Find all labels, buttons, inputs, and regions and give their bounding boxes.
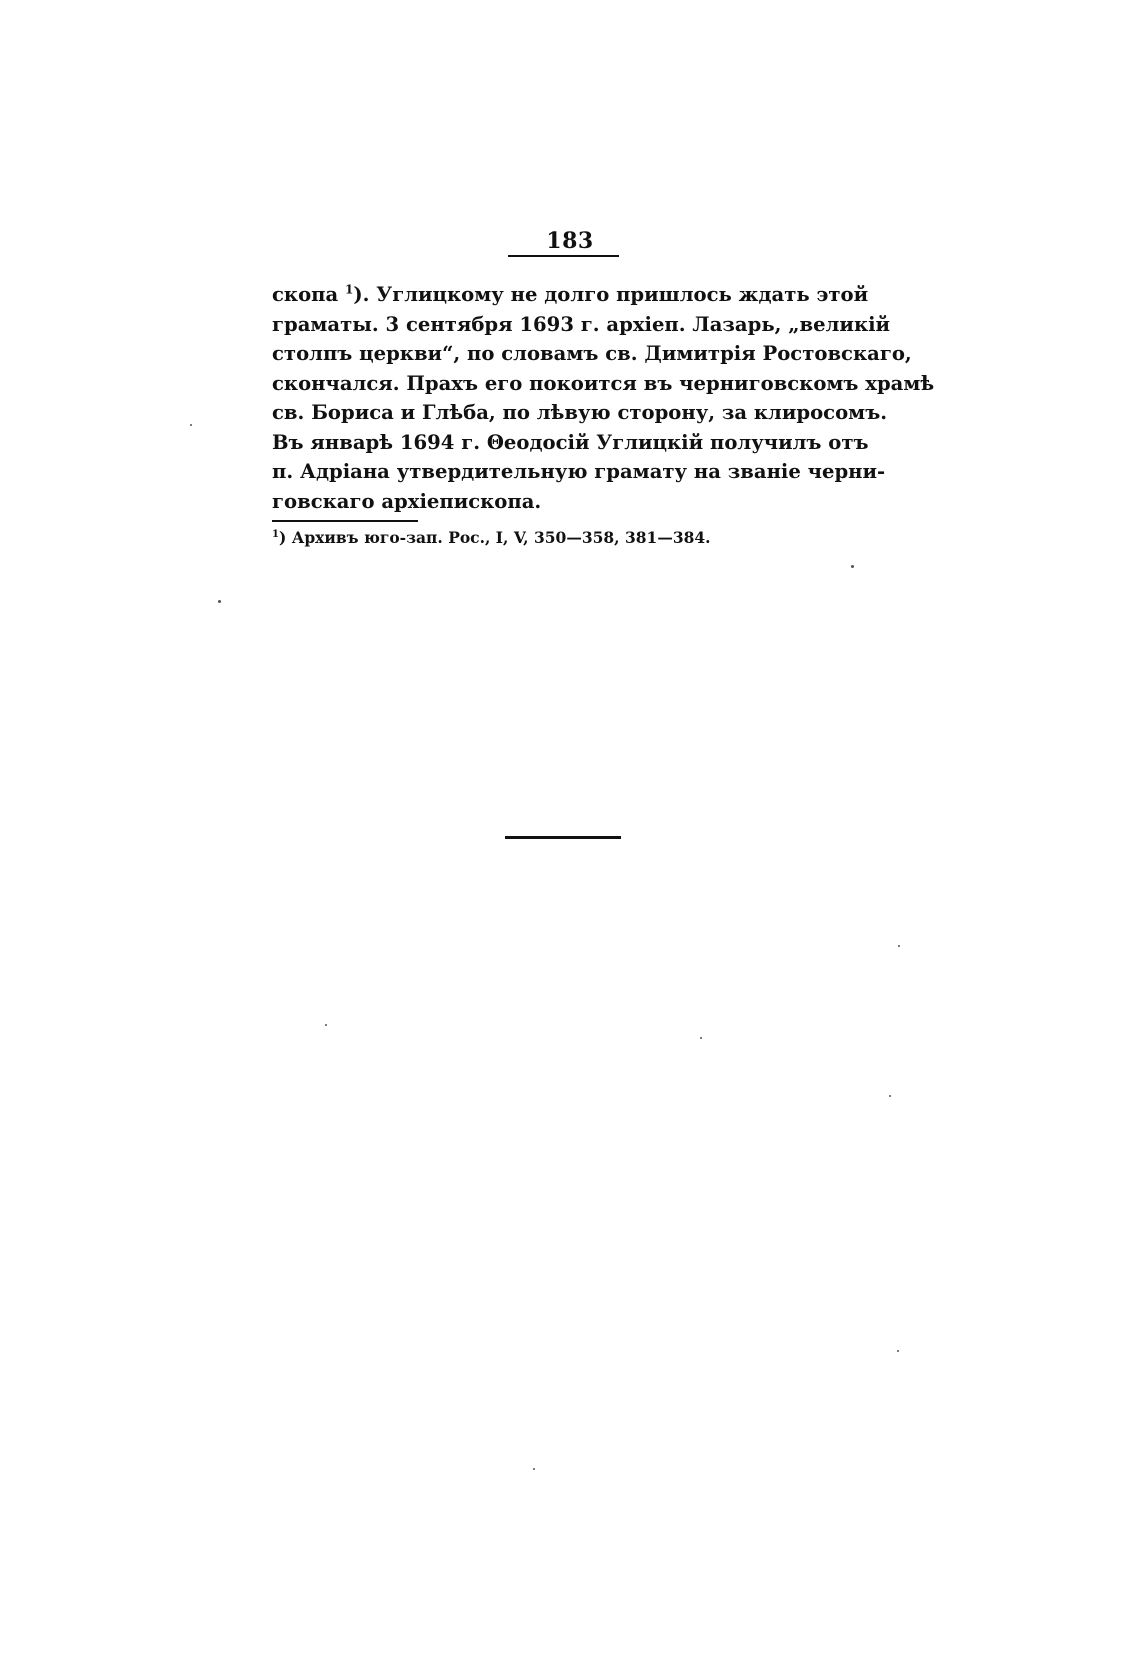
footnote bbox=[272, 528, 711, 547]
text-line: скончался. Прахъ его покоится въ черниговскомъ храмѣ bbox=[272, 371, 935, 395]
page-number: 183 bbox=[546, 228, 594, 254]
text-line bbox=[272, 280, 869, 310]
footnote-mark: 1 bbox=[272, 528, 279, 540]
text-line: граматы. 3 сентября 1693 г. архіеп. Лазарь, „великій bbox=[272, 312, 891, 336]
footnote-rule bbox=[272, 520, 418, 522]
text-line: св. Бориса и Глѣба, по лѣвую сторону, за клиросомъ. bbox=[272, 401, 888, 424]
scan-speck bbox=[700, 1037, 702, 1039]
scan-speck bbox=[325, 1024, 327, 1026]
scan-speck bbox=[190, 424, 192, 426]
text-line: п. Адріана утвердительную грамату на званіе черни- bbox=[272, 460, 886, 483]
line-end: ). Углицкому не долго пришлось ждать этой bbox=[353, 283, 869, 306]
text-line: Въ январѣ 1694 г. Θеодосій Углицкій получилъ отъ bbox=[272, 430, 869, 454]
footnote-reference: 1 bbox=[345, 282, 354, 297]
scan-speck bbox=[889, 1095, 891, 1097]
line-start: скопа bbox=[272, 283, 346, 306]
text-line: столпъ церкви“, по словамъ св. Димитрія Ростовскаго, bbox=[272, 342, 912, 365]
page-number-rule bbox=[508, 255, 619, 257]
scan-speck bbox=[851, 565, 854, 568]
body-text bbox=[272, 280, 935, 516]
scan-speck bbox=[898, 945, 900, 947]
scan-speck bbox=[218, 600, 221, 603]
scan-speck bbox=[897, 1350, 899, 1352]
text-line: говскаго архіепископа. bbox=[272, 489, 542, 513]
end-rule bbox=[505, 836, 621, 839]
scan-speck bbox=[533, 1468, 535, 1470]
footnote-text: ) Архивъ юго-зап. Рос., I, V, 350—358, 381—384. bbox=[278, 528, 711, 547]
